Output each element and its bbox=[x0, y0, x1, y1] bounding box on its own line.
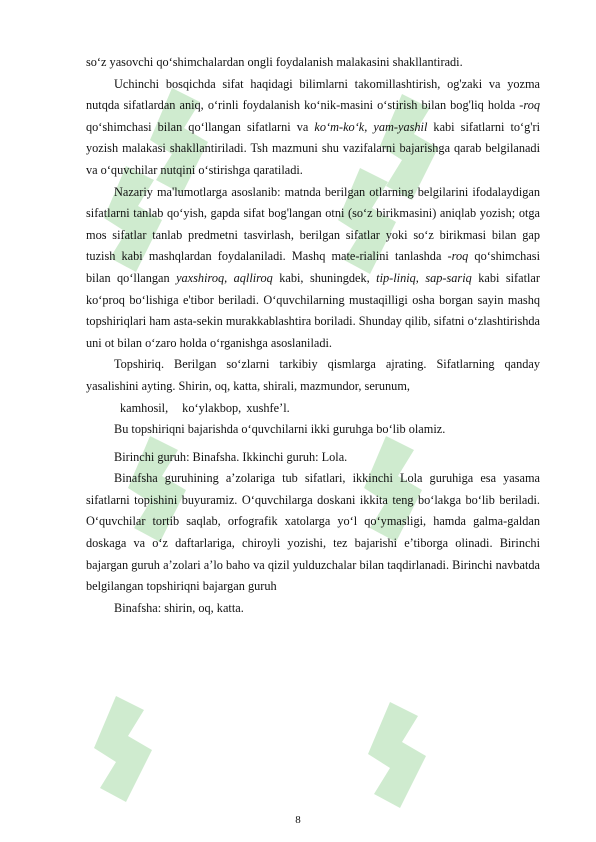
watermark-icon bbox=[360, 696, 438, 814]
paragraph: Uchinchi bosqichda sifat haqidagi bilimlarni takomillashtirish, og'zaki va yozma nutqda sifatlardan aniq, o‘rinli foydalanish ko‘nik-masini o‘stirish bilan bog'liq holda -roq qo‘shimchasi bilan qo‘llangan sifatlarni va ko‘m-ko‘k, yam-yashil kabi sifatlarni to‘g'ri yozish malakasi shakllantiriladi. Tsh mazmuni shu vazifalarni bajarishga qarab belgilanadi va o‘quvchilar nutqini o‘stirishga qaratiladi. bbox=[86, 76, 540, 177]
paragraph: Nazariy ma'lumotlarga asoslanib: matnda berilgan otlarning belgilarini ifodalaydigan sifatlarni tanlab qo‘yish, gapda sifat bog'langan otni (so‘z birikmasini) aniqlab yozish; otga mos sifatlar tanlab predmetni tasvirlash, berilgan sifatlar yoki so‘z birikmasi bilan gap tuzish kabi mashqlardan foydalaniladi. Mashq mate-rialini tanlashda -roq qo‘shimchasi bilan qo‘llangan yaxshiroq, aqlliroq kabi, shuningdek, tip-liniq, sap-sariq kabi sifatlar ko‘proq bo‘lishiga e'tibor beriladi. O‘quvchilarning mustaqilligi osha borgan sayin mashq topshiriqlari ham asta-sekin murakkablashtira boriladi. Shunday qilib, sifatni o‘zlashtirishda uni ot bilan o‘zaro holda o‘rganishga asoslaniladi. bbox=[86, 184, 540, 350]
paragraph: Binafsha: shirin, oq, katta. bbox=[114, 600, 244, 615]
paragraph: so‘z yasovchi qo‘shimchalardan ongli foydalanish malakasini shakllantiradi. bbox=[86, 55, 463, 69]
body-text bbox=[86, 52, 540, 619]
paragraph: Birinchi guruh: Binafsha. Ikkinchi guruh: Lola. bbox=[114, 449, 348, 464]
paragraph: Binafsha guruhining a’zolariga tub sifatlari, ikkinchi Lola guruhiga esa yasama sifatlarni topishini buyuramiz. O‘quvchilarga doskani ikkita teng bo‘lakga bo‘lib beriladi. O‘quvchilar tortib saqlab, orfografik xatolarga yo‘l qo‘ymasligi, hamda galma-galdan doskaga va o‘z daftarlariga, chiroyli yozishi, tez bajarishi e’tiborga olinadi. Birinchi bajargan guruh a’zolari a’lo baho va qizil yulduzchalar bilan taqdirlanadi. Birinchi navbatda belgilangan topshiriqni bajargan guruh bbox=[86, 471, 540, 594]
page-number: 8 bbox=[295, 814, 301, 826]
task-words-line: kamhosil, ko‘ylakbop, xushfe’l. bbox=[120, 400, 290, 415]
paragraph: Bu topshiriqni bajarishda o‘quvchilarni ikki guruhga bo‘lib olamiz. bbox=[114, 422, 446, 437]
task-paragraph: Topshiriq. Berilgan so‘zlarni tarkibiy qismlarga ajrating. Sifatlarning qanday yasalishini ayting. Shirin, oq, katta, shirali, mazmundor, serunum, bbox=[86, 357, 540, 393]
watermark-icon bbox=[86, 690, 164, 808]
